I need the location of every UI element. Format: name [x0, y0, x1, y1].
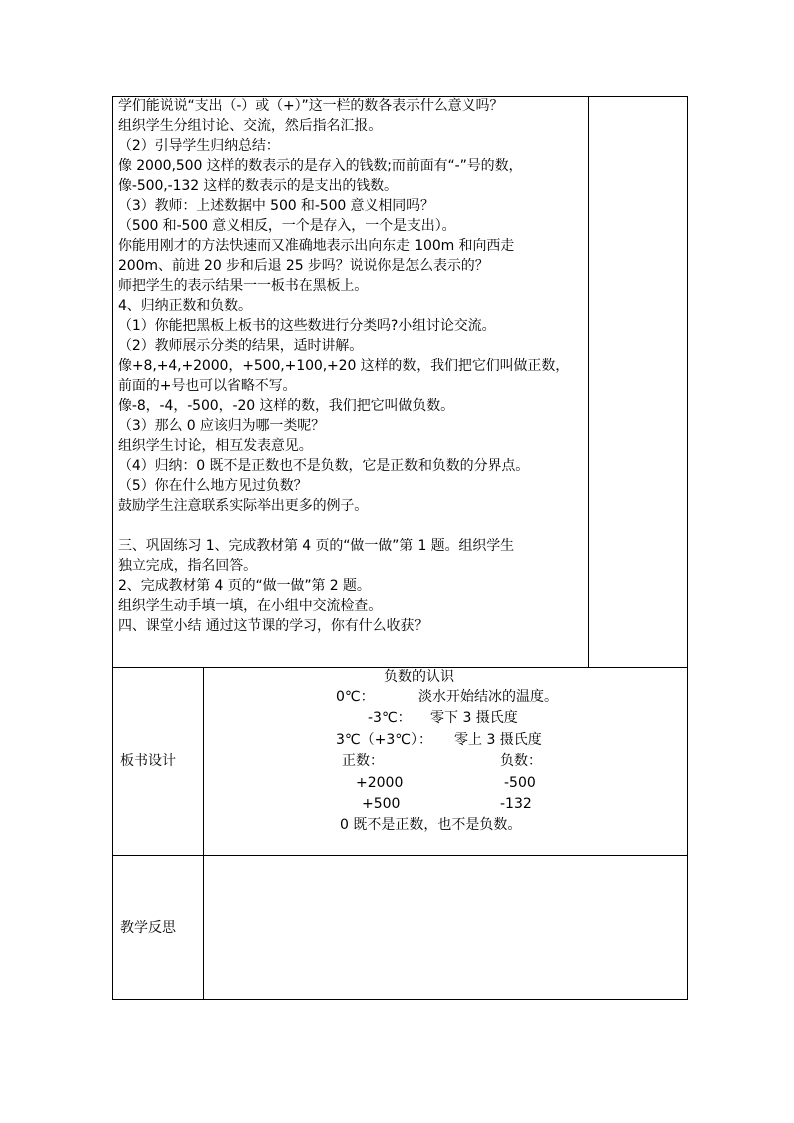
text-line: 像-8，-4，-500，-20 这样的数，我们把它叫做负数。: [118, 398, 455, 414]
text-line: （4）归纳：0 既不是正数也不是负数，它是正数和负数的分界点。: [118, 458, 530, 474]
board-row1-left: 0℃：: [336, 689, 375, 705]
text-line: 组织学生讨论，相互发表意见。: [118, 438, 313, 454]
text-line: （3）那么 0 应该归为哪一类呢？: [118, 418, 326, 434]
negative-numbers-header: 负数：: [500, 753, 542, 769]
table-divider-top-right: [588, 96, 589, 667]
negative-number-item: -132: [500, 796, 532, 812]
teaching-reflection-label: 教学反思: [120, 920, 176, 936]
positive-numbers-header: 正数：: [342, 753, 384, 769]
text-line: 4、归纳正数和负数。: [118, 298, 252, 314]
text-line: 师把学生的表示结果一一板书在黑板上。: [118, 278, 369, 294]
board-row3-right: 零上 3 摄氏度: [454, 732, 542, 748]
text-line: （3）教师：上述数据中 500 和-500 意义相同吗？: [118, 198, 434, 214]
text-line: （2）教师展示分类的结果，适时讲解。: [118, 338, 364, 354]
text-line: 你能用刚才的方法快速而又准确地表示出向东走 100m 和向西走: [118, 238, 515, 254]
lesson-process-text: [118, 96, 588, 636]
negative-number-item: -500: [504, 775, 536, 791]
text-line: 独立完成，指名回答。: [118, 558, 257, 574]
board-row2-left: -3℃：: [368, 710, 412, 726]
text-line: 组织学生动手填一填，在小组中交流检查。: [118, 598, 383, 614]
board-design-label: 板书设计: [120, 753, 176, 769]
text-line: 像-500,-132 这样的数表示的是支出的钱数。: [118, 178, 398, 194]
text-line: （1）你能把黑板上板书的这些数进行分类吗?小组讨论交流。: [118, 318, 496, 334]
positive-number-item: +2000: [356, 775, 404, 791]
text-line: 四、课堂小结 通过这节课的学习，你有什么收获？: [118, 618, 429, 634]
text-line: 像+8,+4,+2000，+500,+100,+20 这样的数，我们把它们叫做正数，: [118, 358, 570, 374]
text-line: 组织学生分组讨论、交流，然后指名汇报。: [118, 118, 383, 134]
board-row3-left: 3℃（+3℃）：: [336, 732, 432, 748]
blank-line: [118, 516, 588, 536]
text-line: 学们能说说“支出（-）或（+）”这一栏的数各表示什么意义吗？: [118, 98, 504, 114]
text-line: （500 和-500 意义相反，一个是存入，一个是支出）。: [118, 218, 456, 234]
board-row2-right: 零下 3 摄氏度: [430, 710, 518, 726]
text-line: 鼓励学生注意联系实际举出更多的例子。: [118, 498, 369, 514]
text-line: 2、完成教材第 4 页的“做一做”第 2 题。: [118, 578, 371, 594]
text-line: 200m、前进 20 步和后退 25 步吗？说说你是怎么表示的？: [118, 258, 489, 274]
text-line: （2）引导学生归纳总结：: [118, 138, 280, 154]
text-line: 像 2000,500 这样的数表示的是存入的钱数;而前面有“-”号的数，: [118, 158, 523, 174]
board-title: 负数的认识: [384, 669, 454, 685]
board-design-content: [204, 667, 688, 855]
text-line: （5）你在什么地方见过负数？: [118, 478, 308, 494]
positive-number-item: +500: [362, 796, 401, 812]
teaching-reflection-area: [204, 856, 687, 999]
text-line: 三、巩固练习 1、完成教材第 4 页的“做一做”第 1 题。组织学生: [118, 538, 515, 554]
board-row1-right: 淡水开始结冰的温度。: [418, 689, 558, 705]
board-conclusion: 0 既不是正数，也不是负数。: [340, 817, 522, 833]
text-line: 前面的+号也可以省略不写。: [118, 378, 297, 394]
